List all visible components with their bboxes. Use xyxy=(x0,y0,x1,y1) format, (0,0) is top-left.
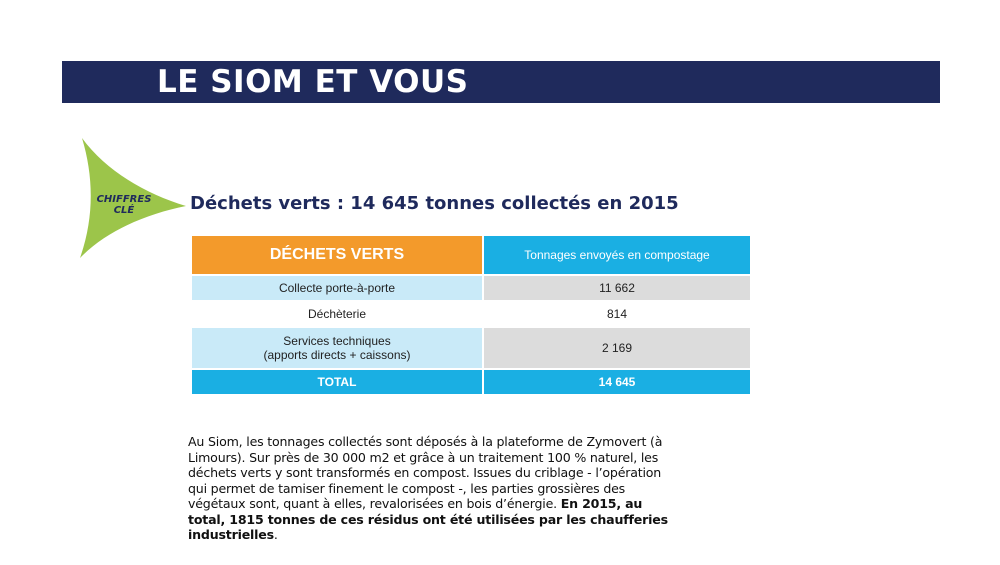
table-row xyxy=(191,301,751,327)
paragraph-text: Au Siom, les tonnages collectés sont déposés à la plateforme de Zymovert (à Limours). Sur près de 30 000 m2 et grâce à un traitement 100 % naturel, les déchets verts y sont transformés en compost. Issues du criblage - l’opération qui permet de tamiser finement le compost -, les parties grossières des végétaux sont, quant à elles, revalorisées en bois d’énergie. xyxy=(188,434,663,511)
row-value: 11 662 xyxy=(483,275,751,301)
row-label: Collecte porte-à-porte xyxy=(191,275,483,301)
section-headline: Déchets verts : 14 645 tonnes collectés en 2015 xyxy=(190,193,679,214)
row-label-line-1: Services techniques xyxy=(283,334,391,348)
total-label: TOTAL xyxy=(191,369,483,395)
row-value: 2 169 xyxy=(483,327,751,369)
table-row xyxy=(191,327,751,369)
table-row xyxy=(191,275,751,301)
row-label-line-2: (apports directs + caissons) xyxy=(263,348,411,362)
title-banner xyxy=(62,61,940,103)
paragraph-end: . xyxy=(273,527,278,542)
description-paragraph xyxy=(188,434,678,543)
green-waste-table xyxy=(190,234,752,396)
badge-label xyxy=(88,194,160,216)
badge-line-1: CHIFFRES xyxy=(96,194,152,205)
row-label xyxy=(191,327,483,369)
table-header-tonnage: Tonnages envoyés en compostage xyxy=(483,235,751,275)
paragraph-bold-text: En 2015, au total, 1815 tonnes de ces résidus ont été utilisées par les chaufferies industrielles xyxy=(188,496,668,542)
row-label: Déchèterie xyxy=(191,301,483,327)
page-title: LE SIOM ET VOUS xyxy=(157,64,469,100)
table-header-row xyxy=(191,235,751,275)
table-total-row xyxy=(191,369,751,395)
total-value: 14 645 xyxy=(483,369,751,395)
badge-line-2: CLÉ xyxy=(113,205,135,216)
row-value: 814 xyxy=(483,301,751,327)
table-header-category: DÉCHETS VERTS xyxy=(191,235,483,275)
